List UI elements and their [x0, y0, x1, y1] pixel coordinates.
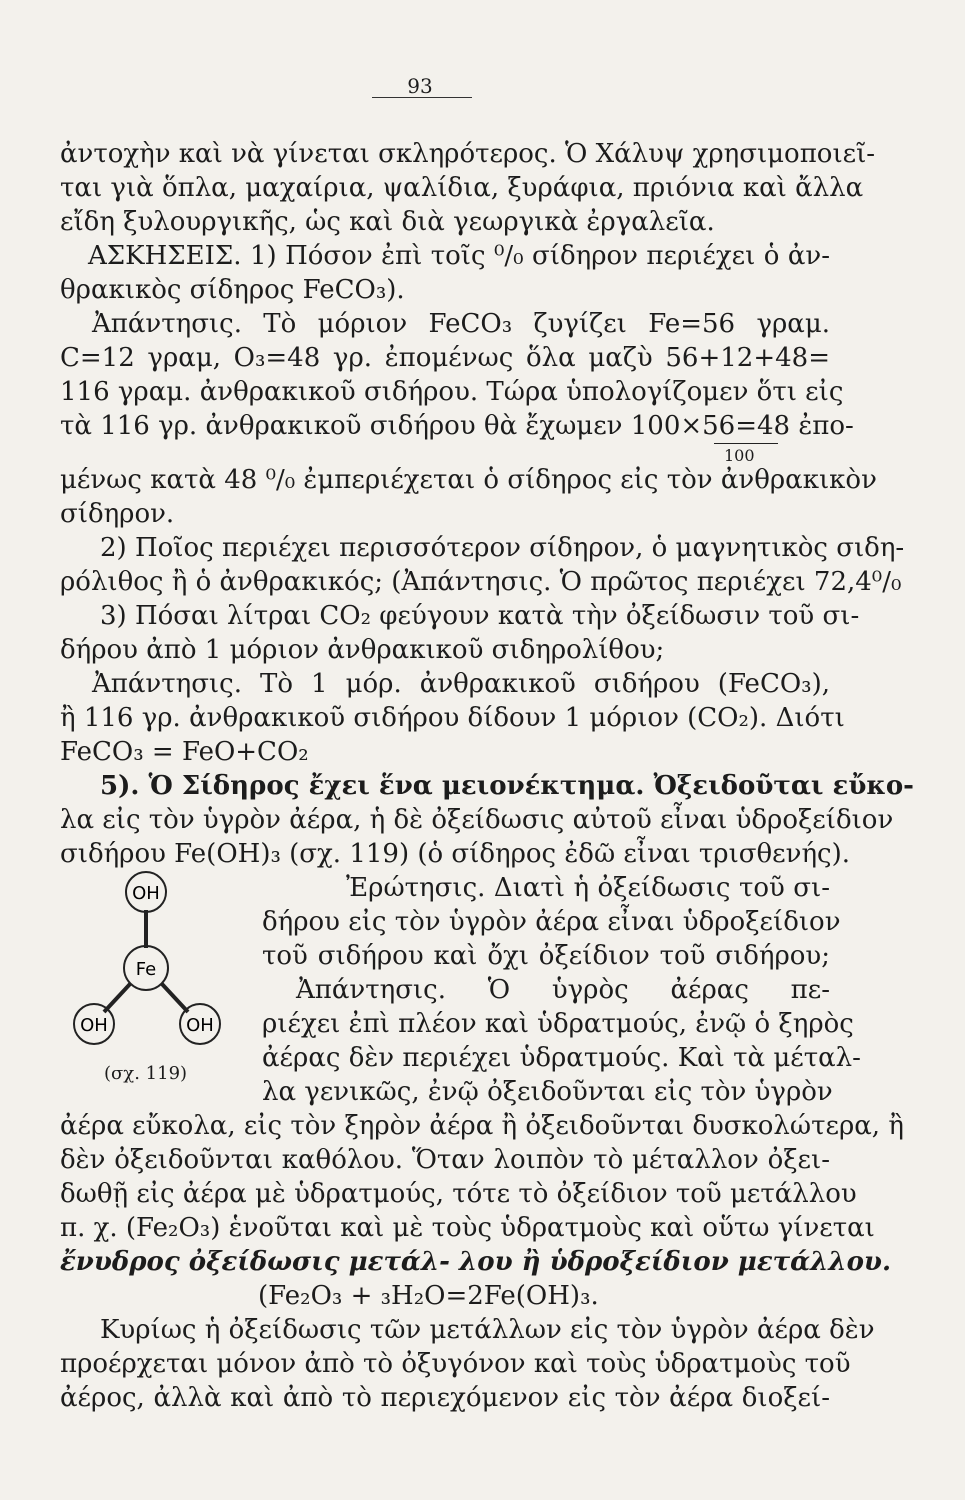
fraction-bar [714, 443, 778, 444]
text-line: λα γενικῶς, ἐνῷ ὀξειδοῦνται εἰς τὸν ὑγρὸν [262, 1077, 833, 1107]
iron-hydroxide-diagram [64, 866, 244, 1086]
equation-line: FeCO₃ = FeO+CO₂ [60, 737, 309, 767]
text-line: ἀέρος, ἀλλὰ καὶ ἀπὸ τὸ περιεχόμενον εἰς τὸν ἀέρα διοξεί- [60, 1383, 830, 1413]
oh-label-right: OH [186, 1015, 214, 1036]
text-line: μένως κατὰ 48 ⁰/₀ ἐμπεριέχεται ὁ σίδηρος εἰς τὸν ἀνθρακικὸν [60, 465, 877, 495]
text-line: δήρου ἀπὸ 1 μόριον ἀνθρακικοῦ σιδηρολίθου; [60, 635, 665, 665]
oh-label-top: OH [132, 883, 160, 904]
text-line: τὰ 116 γρ. ἀνθρακικοῦ σιδήρου θὰ ἔχωμεν 100×56=48 ἐπο- [60, 411, 854, 441]
answer-line: Ἀπάντησις. Τὸ 1 μόρ. ἀνθρακικοῦ σιδήρου (FeCO₃), [92, 669, 830, 699]
text-line: σιδήρου Fe(OH)₃ (σχ. 119) (ὁ σίδηρος ἐδῶ εἶναι τρισθενής). [60, 839, 851, 869]
text-line: 116 γραμ. ἀνθρακικοῦ σιδήρου. Τώρα ὑπολογίζομεν ὅτι εἰς [60, 377, 844, 407]
figure-caption: (σχ. 119) [104, 1063, 188, 1084]
text-line: Κυρίως ἡ ὀξείδωσις τῶν μετάλλων εἰς τὸν ὑγρὸν ἀέρα δὲν [100, 1315, 875, 1345]
text-line: ται γιὰ ὅπλα, μαχαίρια, ψαλίδια, ξυράφια, πριόνια καὶ ἄλλα [60, 173, 864, 203]
exercise-3-line: 3) Πόσαι λίτραι CO₂ φεύγουν κατὰ τὴν ὀξείδωσιν τοῦ σι- [100, 601, 860, 631]
text-line: ἢ 116 γρ. ἀνθρακικοῦ σιδήρου δίδουν 1 μόριον (CO₂). Διότι [60, 703, 845, 733]
fe-label: Fe [135, 959, 157, 980]
text-line: σίδηρον. [60, 499, 175, 529]
text-line: ἀέρα εὔκολα, εἰς τὸν ξηρὸν ἀέρα ἢ ὀξειδοῦνται δυσκολώτερα, ἢ [60, 1111, 904, 1141]
equation-line: (Fe₂O₃ + ₃H₂O=2Fe(OH)₃. [258, 1281, 599, 1311]
text-line: εἴδη ξυλουργικῆς, ὡς καὶ διὰ γεωργικὰ ἐργαλεῖα. [60, 207, 715, 237]
fraction-denominator: 100 [724, 446, 755, 465]
text-line: προέρχεται μόνον ἀπὸ τὸ ὀξυγόνον καὶ τοὺς ὑδρατμοὺς τοῦ [60, 1349, 851, 1379]
text-line: ἀέρας δὲν περιέχει ὑδρατμούς. Καὶ τὰ μέταλ- [262, 1043, 861, 1073]
oh-label-left: OH [80, 1015, 108, 1036]
text-line: λα εἰς τὸν ὑγρὸν ἀέρα, ἡ δὲ ὀξείδωσις αὐτοῦ εἶναι ὑδροξείδιον [60, 805, 894, 835]
text-line: π. χ. (Fe₂O₃) ἑνοῦται καὶ μὲ τοὺς ὑδρατμοὺς καὶ οὕτω γίνεται [60, 1213, 875, 1243]
text-line: ρόλιθος ἢ ὁ ἀνθρακικός; (Ἀπάντησις. Ὁ πρῶτος περιέχει 72,4⁰/₀ [60, 567, 902, 597]
question-line: Ἐρώτησις. Διατὶ ἡ ὀξείδωσις τοῦ σι- [346, 873, 830, 903]
definition-line: ἔνυδρος ὀξείδωσις μετάλ- λου ἢ ὑδροξείδιον μετάλλου. [60, 1247, 892, 1277]
text-line: ριέχει ἐπὶ πλέον καὶ ὑδρατμούς, ἐνῷ ὁ ξηρὸς [262, 1009, 854, 1039]
text-line: ἀντοχὴν καὶ νὰ γίνεται σκληρότερος. Ὁ Χάλυψ χρησιμοποιεῖ- [60, 139, 876, 169]
text-line: C=12 γραμ, O₃=48 γρ. ἐπομένως ὅλα μαζὺ 56+12+48= [60, 343, 830, 373]
text-line: δὲν ὀξειδοῦνται καθόλου. Ὅταν λοιπὸν τὸ μέταλλον ὀξει- [60, 1145, 830, 1175]
answer-line: Ἀπάντησις. Ὁ ὑγρὸς ἀέρας πε- [296, 975, 830, 1005]
section-5-heading-line: 5). Ὁ Σίδηρος ἔχει ἕνα μειονέκτημα. Ὀξειδοῦται εὔκο- [100, 771, 914, 801]
page-number: 93 [407, 74, 433, 98]
text-line: θρακικὸς σίδηρος FeCO₃). [60, 275, 405, 305]
exercise-2-line: 2) Ποῖος περιέχει περισσότερον σίδηρον, ὁ μαγνητικὸς σιδη- [100, 533, 905, 563]
header-rule [372, 97, 472, 98]
answer-line: Ἀπάντησις. Τὸ μόριον FeCO₃ ζυγίζει Fe=56 γραμ. [92, 309, 830, 339]
text-line: δωθῇ εἰς ἀέρα μὲ ὑδρατμούς, τότε τὸ ὀξείδιον τοῦ μετάλλου [60, 1179, 857, 1209]
text-line: δήρου εἰς τὸν ὑγρὸν ἀέρα εἶναι ὑδροξείδιον [262, 907, 841, 937]
molecule-svg [64, 866, 244, 1066]
exercises-heading-line: ΑΣΚΗΣΕΙΣ. 1) Πόσον ἐπὶ τοῖς ⁰/₀ σίδηρον περιέχει ὁ ἀν- [88, 241, 830, 271]
text-line: τοῦ σιδήρου καὶ ὄχι ὀξείδιον τοῦ σιδήρου; [262, 941, 830, 971]
